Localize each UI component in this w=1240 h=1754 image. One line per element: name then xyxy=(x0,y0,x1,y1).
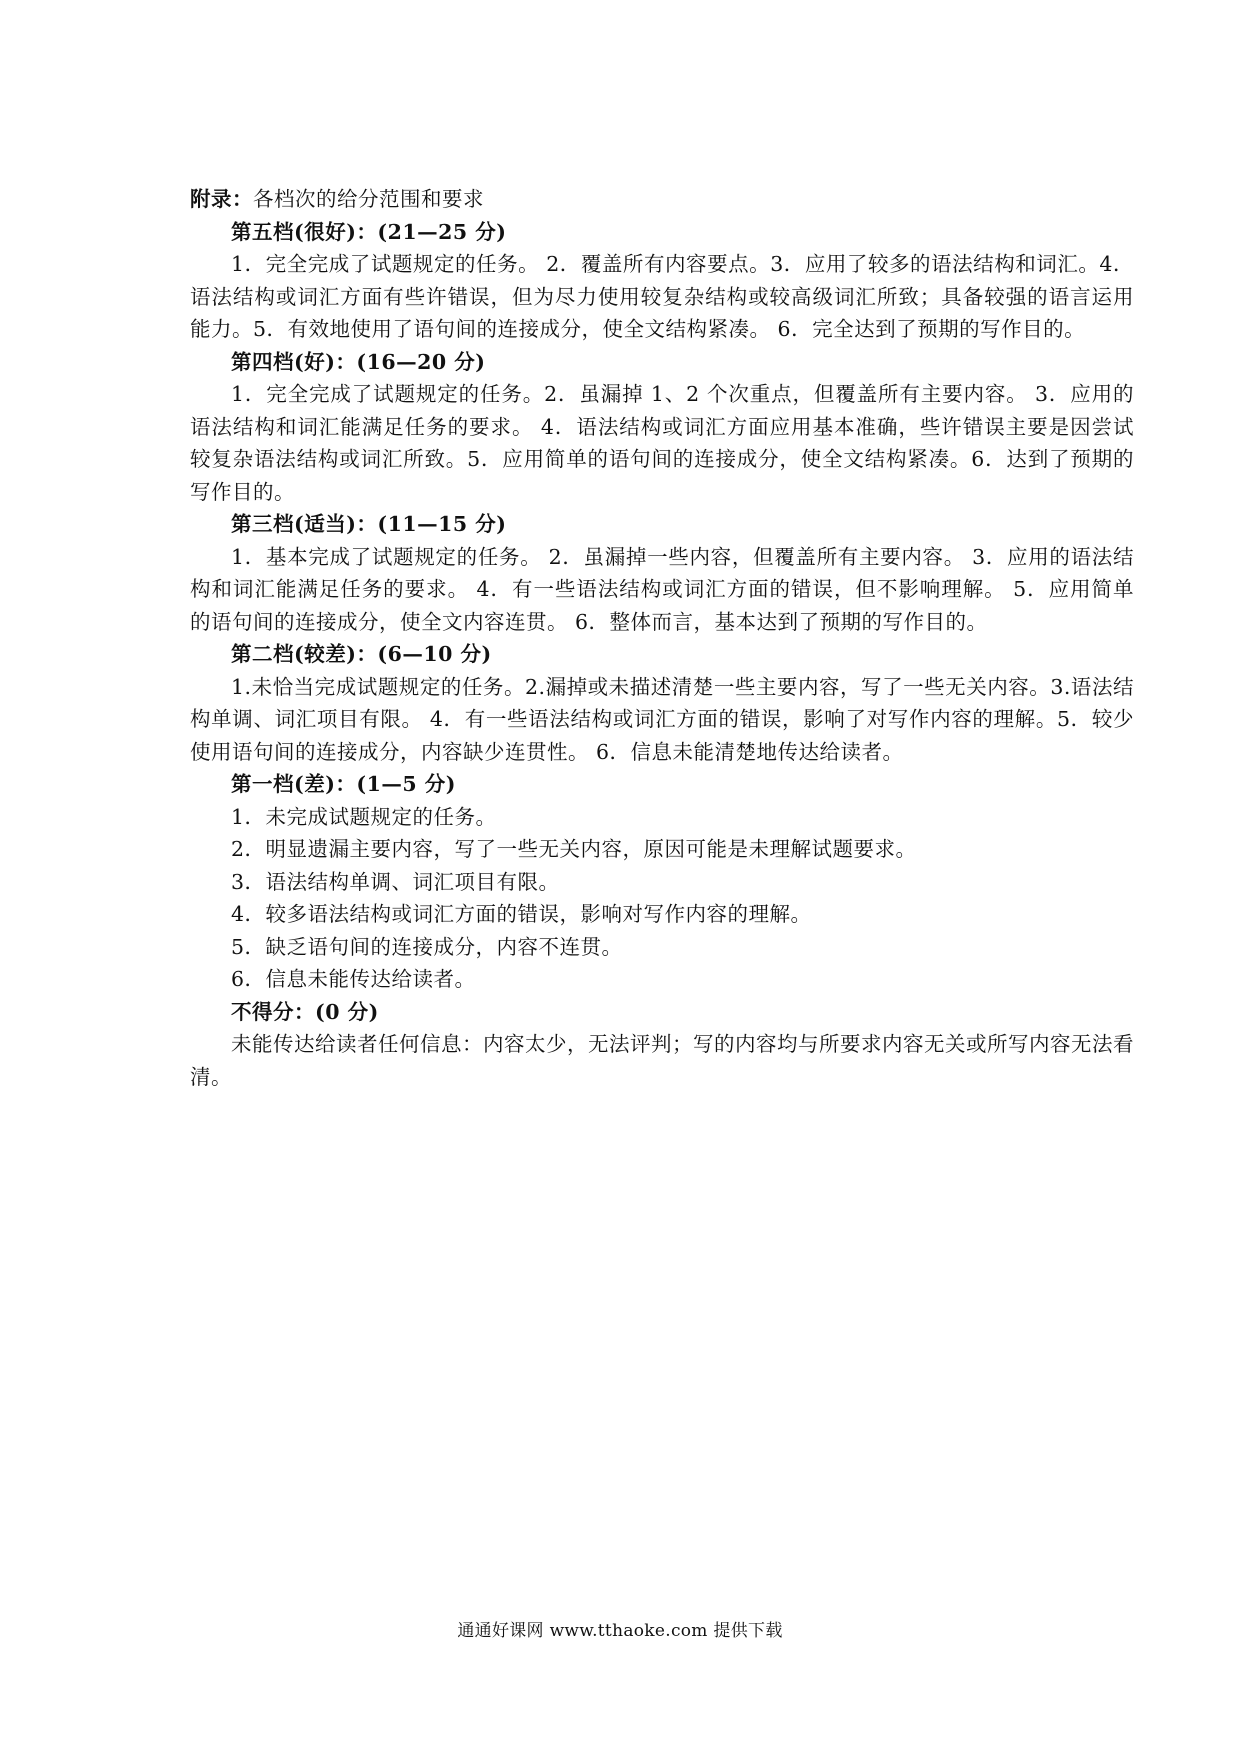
level-4-criteria: 1．完全完成了试题规定的任务。2．虽漏掉 1、2 个次重点，但覆盖所有主要内容。 3．应用的语法结构和词汇能满足任务的要求。 4．语法结构或词汇方面应用基本准确，些许错误主要是因尝试较复杂语法结构或词汇所致。5．应用简单的语句间的连接成分，使全文结构紧凑。6．达到了预期的写作目的。 xyxy=(190,382,1134,504)
no-score-criteria: 未能传达给读者任何信息：内容太少，无法评判；写的内容均与所要求内容无关或所写内容无法看清。 xyxy=(190,1032,1134,1089)
level-1-heading: 第一档(差)：(1—5 分) xyxy=(231,772,456,796)
level-3-criteria: 1．基本完成了试题规定的任务。 2．虽漏掉一些内容，但覆盖所有主要内容。 3．应用的语法结构和词汇能满足任务的要求。 4．有一些语法结构或词汇方面的错误，但不影响理解。 5．应用简单的语句间的连接成分，使全文内容连贯。 6．整体而言，基本达到了预期的写作目的。 xyxy=(190,544,1134,634)
document-body xyxy=(190,183,1134,1093)
appendix-title: 各档次的给分范围和要求 xyxy=(253,187,484,211)
appendix-header xyxy=(190,183,1134,216)
level-5-criteria: 1．完全完成了试题规定的任务。 2．覆盖所有内容要点。3．应用了较多的语法结构和词汇。4．语法结构或词汇方面有些许错误，但为尽力使用较复杂结构或较高级词汇所致；具备较强的语言运用能力。5．有效地使用了语句间的连接成分，使全文结构紧凑。 6．完全达到了预期的写作目的。 xyxy=(190,252,1134,341)
no-score-heading: 不得分：(0 分) xyxy=(231,999,379,1024)
page-footer: 通通好课网 www.tthaoke.com 提供下载 xyxy=(457,1621,783,1641)
level-1-item: 2．明显遗漏主要内容，写了一些无关内容，原因可能是未理解试题要求。 xyxy=(231,837,917,861)
level-5-heading: 第五档(很好)：(21—25 分) xyxy=(231,219,507,244)
level-1-item: 4．较多语法结构或词汇方面的错误，影响对写作内容的理解。 xyxy=(231,902,812,926)
level-4-heading: 第四档(好)：(16—20 分) xyxy=(231,349,486,374)
level-1-item: 1．未完成试题规定的任务。 xyxy=(231,804,497,829)
level-2-heading: 第二档(较差)：(6—10 分) xyxy=(231,642,492,666)
level-2-criteria: 1.未恰当完成试题规定的任务。2.漏掉或未描述清楚一些主要内容，写了一些无关内容。3.语法结构单调、词汇项目有限。 4．有一些语法结构或词汇方面的错误，影响了对写作内容的理解。5．较少使用语句间的连接成分，内容缺少连贯性。 6．信息未能清楚地传达给读者。 xyxy=(190,674,1134,764)
level-1-item: 3．语法结构单调、词汇项目有限。 xyxy=(231,869,560,894)
level-1-item: 6．信息未能传达给读者。 xyxy=(231,967,476,991)
level-1-item: 5．缺乏语句间的连接成分，内容不连贯。 xyxy=(231,934,623,959)
level-3-heading: 第三档(适当)：(11—15 分) xyxy=(231,512,507,536)
appendix-label: 附录： xyxy=(190,187,253,211)
